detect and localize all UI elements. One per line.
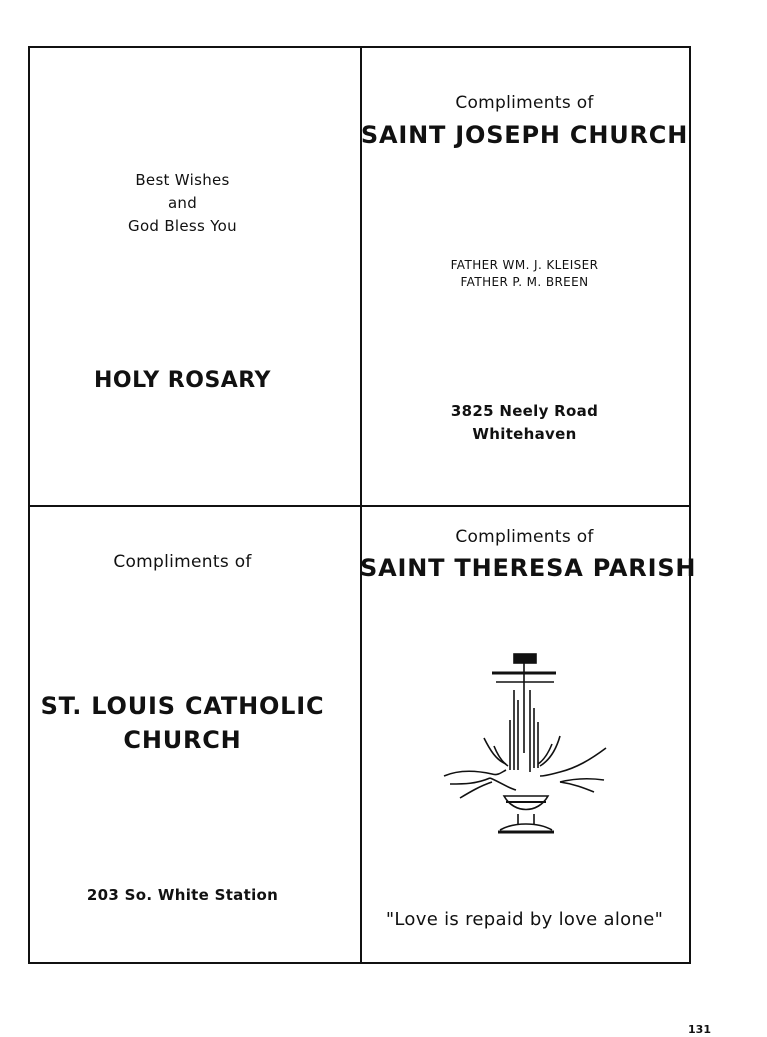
holy-rosary-greeting — [30, 169, 335, 238]
greeting-line-2: and — [167, 194, 198, 212]
st-louis-name — [30, 689, 335, 757]
st-louis-address: 203 So. White Station — [86, 886, 279, 904]
saint-joseph-name: SAINT JOSEPH CHURCH — [360, 121, 689, 149]
greeting-line-1: Best Wishes — [135, 171, 230, 189]
saint-joseph-clergy — [360, 257, 689, 291]
saint-theresa-name: SAINT THERESA PARISH — [360, 554, 697, 582]
address-line-2: Whitehaven — [472, 425, 577, 443]
name-line-1: ST. LOUIS CATHOLIC — [40, 692, 325, 720]
saint-joseph-compliments: Compliments of — [455, 93, 594, 113]
clergy-line-1: FATHER WM. J. KLEISER — [450, 258, 599, 272]
address-line-1: 3825 Neely Road — [450, 402, 599, 420]
saint-theresa-compliments: Compliments of — [455, 527, 594, 547]
greeting-line-3: God Bless You — [128, 217, 237, 235]
holy-rosary-name: HOLY ROSARY — [94, 368, 271, 393]
clergy-line-2: FATHER P. M. BREEN — [460, 275, 589, 289]
st-louis-compliments: Compliments of — [113, 552, 252, 572]
saint-theresa-motto: "Love is repaid by love alone" — [385, 909, 664, 930]
page-number: 131 — [688, 1023, 711, 1036]
saint-joseph-address — [360, 400, 689, 446]
fountain-doves-icon — [440, 650, 610, 840]
name-line-2: CHURCH — [123, 726, 242, 754]
horizontal-divider — [30, 505, 689, 507]
